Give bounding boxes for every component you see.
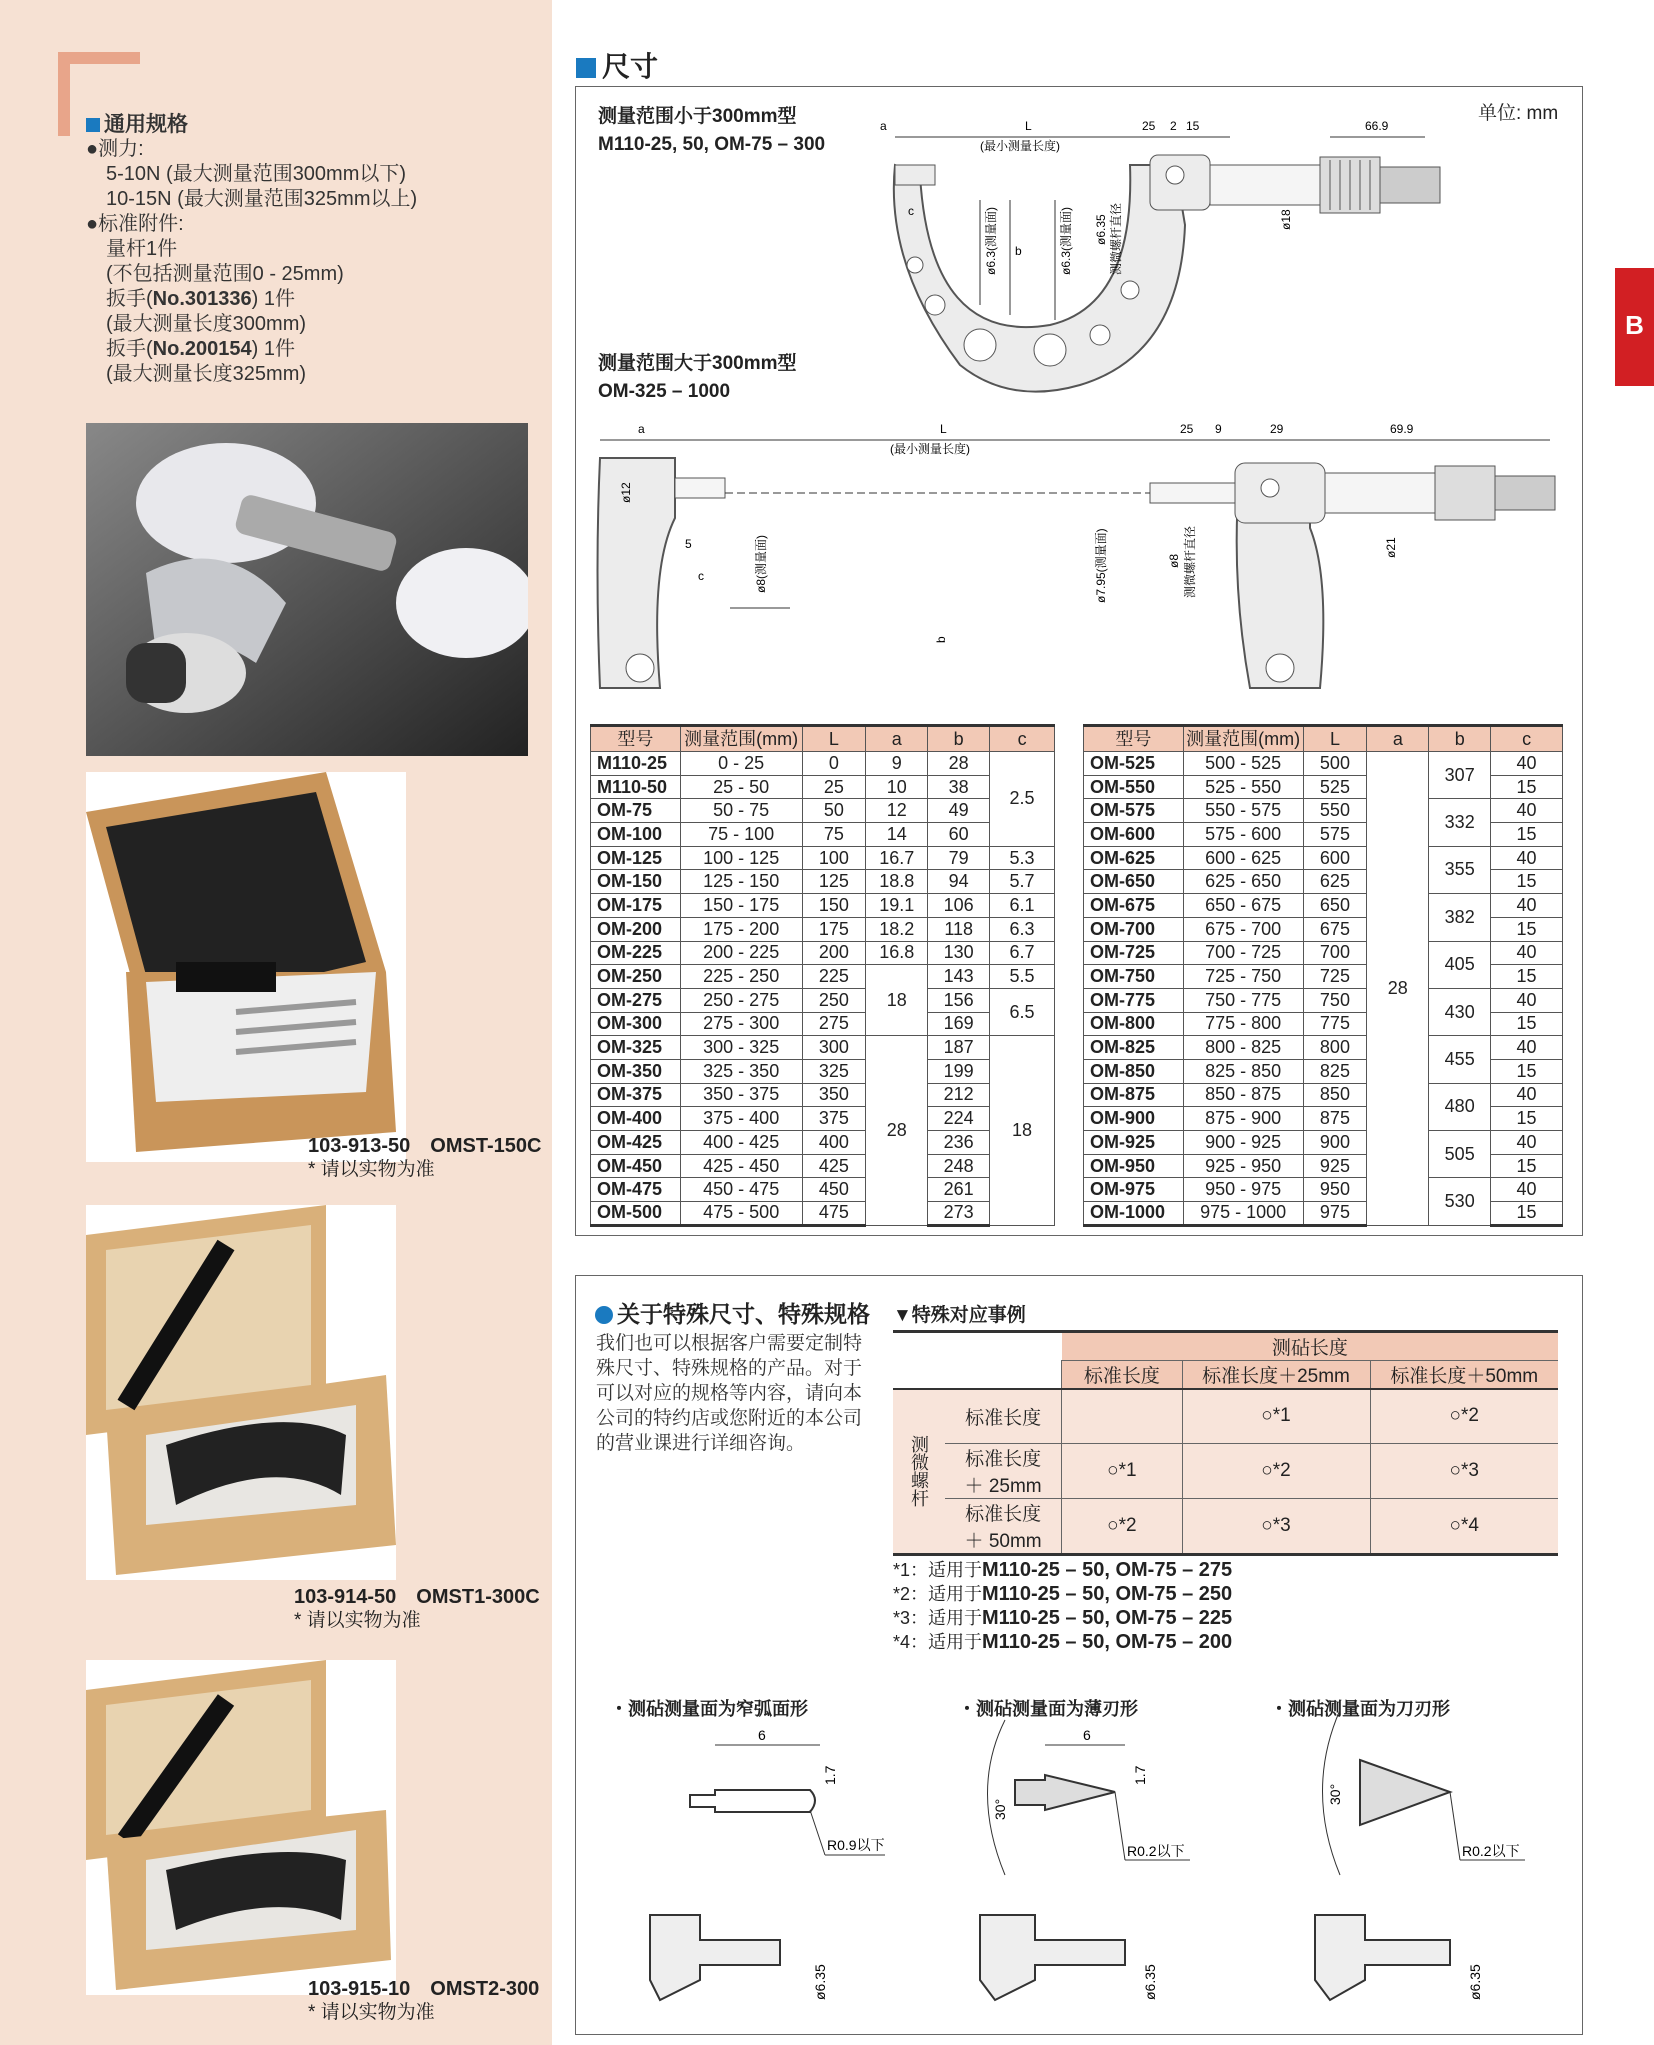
svg-text:ø6.35: ø6.35 <box>1467 1964 1483 2000</box>
table-row: OM-450 425 - 450 425 248 <box>591 1154 1055 1178</box>
dim-label: 15 <box>1186 119 1200 133</box>
svg-text:b: b <box>934 636 948 643</box>
sketch-arc-face <box>640 1690 890 2020</box>
svg-text:29: 29 <box>1270 422 1284 436</box>
table-row: OM-850 825 - 850 825 15 <box>1084 1059 1563 1083</box>
dimension-table-right: 型号 测量范围(mm) L a b c OM-525 500 - 525 500 28 307 40 OM-550 525 - 550 525 15 OM-575 550 - 575 550 332 40 OM-600 575 - 600 575 15 OM-625 600 - 625 600 355 40 OM-650 625 - 650 625 15 OM-675 650 - 675 650 382 40 OM-700 675 - 700 675 15 OM-725 700 - 725 700 405 40 OM-750 725 - 750 725 15 OM-775 750 - 775 750 430 40 OM-800 775 - 800 775 15 OM-825 800 - 825 800 455 40 OM-850 825 - 850 825 15 OM-875 850 - 875 850 480 40 OM-900 875 - 900 875 15 OM-925 900 - 925 900 505 40 OM-950 925 - 950 925 15 OM-975 950 - 975 950 530 40 OM-1000 975 - 1000 975 15 <box>1083 724 1563 1227</box>
table-row: OM-75 50 - 75 50 12 49 <box>591 799 1055 823</box>
table-row: OM-650 625 - 650 625 15 <box>1084 870 1563 894</box>
svg-text:ø8: ø8 <box>1167 553 1181 568</box>
table-row: OM-225 200 - 225 200 16.8 130 6.7 <box>591 941 1055 965</box>
force-2: 10-15N (最大测量范围325mm以上) <box>106 188 418 210</box>
acc-6: (最大测量长度325mm) <box>106 363 307 385</box>
svg-text:ø7.95(测量面): ø7.95(测量面) <box>1094 528 1108 603</box>
table-row: OM-600 575 - 600 575 15 <box>1084 823 1563 847</box>
dim-label: ø6.35 <box>1094 214 1108 245</box>
table-row: OM-900 875 - 900 875 15 <box>1084 1107 1563 1131</box>
svg-text:R0.2以下: R0.2以下 <box>1462 1843 1520 1859</box>
table-row: OM-175 150 - 175 150 19.1 106 6.1 <box>591 894 1055 918</box>
table-row: OM-750 725 - 750 725 15 <box>1084 965 1563 989</box>
square-icon <box>86 118 100 132</box>
table-row: OM-675 650 - 675 650 382 40 <box>1084 894 1563 918</box>
table-row: OM-350 325 - 350 325 199 <box>591 1059 1055 1083</box>
svg-text:ø6.35: ø6.35 <box>812 1964 828 2000</box>
table-row: OM-200 175 - 200 175 18.2 118 6.3 <box>591 917 1055 941</box>
dim-label: 2 <box>1170 119 1177 133</box>
svg-text:ø21: ø21 <box>1384 537 1398 558</box>
svg-text:c: c <box>698 569 704 583</box>
dim-label: ø6.3(测量面) <box>1059 206 1073 275</box>
svg-text:6: 6 <box>758 1727 766 1743</box>
section-title: 尺寸 <box>576 45 658 85</box>
svg-text:25: 25 <box>1180 422 1194 436</box>
svg-text:6: 6 <box>1083 1727 1091 1743</box>
dim-label: 25 <box>1142 119 1156 133</box>
acc-4: (最大测量长度300mm) <box>106 313 307 335</box>
small-type-label: 测量范围小于300mm型 M110-25, 50, OM-75 – 300 <box>598 106 826 155</box>
large-type-label: 测量范围大于300mm型 OM-325 – 1000 <box>598 353 797 402</box>
dimension-table-left: 型号 测量范围(mm) L a b c M110-25 0 - 25 0 9 28 2.5 M110-50 25 - 50 25 10 38 OM-75 50 - 75 50 12 49 OM-100 75 - 100 75 14 60 OM-125 100 - 125 100 16.7 79 5.3 OM-150 125 - 150 125 18.8 94 5.7 OM-175 150 - 175 150 19.1 106 6.1 OM-200 175 - 200 175 18.2 118 6.3 OM-225 200 - 225 200 16.8 130 6.7 OM-250 225 - 250 225 18 143 5.5 OM-275 250 - 275 250 156 6.5 OM-300 275 - 300 275 169 OM-325 300 - 325 300 28 187 18 OM-350 325 - 350 325 199 OM-375 350 - 375 350 212 OM-400 375 - 400 375 224 OM-425 400 - 425 400 236 OM-450 425 - 450 425 248 OM-475 450 - 475 450 261 OM-500 475 - 500 475 273 <box>590 724 1055 1227</box>
svg-text:69.9: 69.9 <box>1390 422 1414 436</box>
large-micrometer-drawing <box>590 418 1570 698</box>
dim-label: c <box>908 204 914 218</box>
svg-text:30°: 30° <box>992 1798 1008 1820</box>
small-micrometer-drawing <box>880 115 1570 415</box>
table-row: OM-975 950 - 975 950 530 40 <box>1084 1178 1563 1202</box>
svg-text:L: L <box>940 422 947 436</box>
table-row: OM-300 275 - 300 275 169 <box>591 1012 1055 1036</box>
svg-text:(最小测量长度): (最小测量长度) <box>890 442 970 456</box>
acc-label: ●标准附件: <box>86 213 184 235</box>
side-tab[interactable]: B <box>1615 268 1654 386</box>
table-row: OM-500 475 - 500 475 273 <box>591 1202 1055 1226</box>
case-photo-1 <box>86 772 406 1162</box>
sketch-title-2: ・测砧测量面为薄刃形 <box>958 1699 1138 1719</box>
table-row: OM-1000 975 - 1000 975 15 <box>1084 1202 1563 1226</box>
dim-label: 66.9 <box>1365 119 1389 133</box>
svg-text:9: 9 <box>1215 422 1222 436</box>
example-table: 测砧长度 标准长度 标准长度＋25mm 标准长度＋50mm 测微螺杆 标准长度 ○*1 ○*2 标准长度 ＋ 25mm ○*1 ○*2 ○*3 标准长度 ＋ 50mm ○*2 ○*3 ○*4 <box>893 1330 1558 1556</box>
svg-text:a: a <box>638 422 645 436</box>
svg-text:1.7: 1.7 <box>822 1765 838 1785</box>
table-row: OM-575 550 - 575 550 332 40 <box>1084 799 1563 823</box>
acc-1: 量杆1件 <box>106 238 178 260</box>
svg-text:测微螺杆直径: 测微螺杆直径 <box>1183 525 1197 598</box>
force-label: ●测力: <box>86 138 144 160</box>
table-row: OM-150 125 - 150 125 18.8 94 5.7 <box>591 870 1055 894</box>
acc-5: 扳手(No.200154) 1件 <box>106 338 295 360</box>
svg-text:R0.9以下: R0.9以下 <box>827 1837 885 1853</box>
table-row: OM-875 850 - 875 850 480 40 <box>1084 1083 1563 1107</box>
case-photo-2 <box>86 1205 396 1580</box>
svg-text:5: 5 <box>685 537 692 551</box>
table-row: M110-25 0 - 25 0 9 28 2.5 <box>591 752 1055 776</box>
table-row: OM-125 100 - 125 100 16.7 79 5.3 <box>591 846 1055 870</box>
svg-text:30°: 30° <box>1327 1783 1343 1805</box>
table-row: OM-250 225 - 250 225 18 143 5.5 <box>591 965 1055 989</box>
general-spec <box>86 112 417 387</box>
dim-label: a <box>880 119 887 133</box>
svg-text:ø12: ø12 <box>619 482 633 503</box>
table-row: OM-475 450 - 475 450 261 <box>591 1178 1055 1202</box>
table-row: OM-725 700 - 725 700 405 40 <box>1084 941 1563 965</box>
special-title: 关于特殊尺寸、特殊规格 <box>595 1296 870 1329</box>
sketch-title-3: ・测砧测量面为刀刃形 <box>1270 1699 1450 1719</box>
acc-3: 扳手(No.301336) 1件 <box>106 288 295 310</box>
table-row: OM-700 675 - 700 675 15 <box>1084 917 1563 941</box>
table-row: OM-325 300 - 325 300 28 187 18 <box>591 1036 1055 1060</box>
svg-text:1.7: 1.7 <box>1132 1765 1148 1785</box>
table-row: OM-275 250 - 275 250 156 6.5 <box>591 988 1055 1012</box>
spindle-label: 测微螺杆 <box>893 1389 945 1554</box>
acc-2: (不包括测量范围0 - 25mm) <box>106 263 344 285</box>
svg-text:R0.2以下: R0.2以下 <box>1127 1843 1185 1859</box>
force-1: 5-10N (最大测量范围300mm以下) <box>106 163 407 185</box>
product-caption-1: 103-913-50 OMST-150C * 请以实物为准 <box>308 1135 542 1180</box>
table-row: OM-925 900 - 925 900 505 40 <box>1084 1131 1563 1155</box>
table-row: M110-50 25 - 50 25 10 38 <box>591 775 1055 799</box>
dim-label: ø6.3(测量面) <box>984 206 998 275</box>
product-caption-3: 103-915-10 OMST2-300 * 请以实物为准 <box>308 1978 540 2023</box>
example-title: ▼特殊对应事例 <box>893 1305 1026 1326</box>
table-row: OM-800 775 - 800 775 15 <box>1084 1012 1563 1036</box>
table-row: OM-525 500 - 525 500 28 307 40 <box>1084 752 1563 776</box>
dim-label: L <box>1025 119 1032 133</box>
sketch-knife-edge <box>1310 1690 1560 2020</box>
table-row: OM-400 375 - 400 375 224 <box>591 1107 1055 1131</box>
spec-title: 通用规格 <box>104 113 188 136</box>
unit-label: 单位: mm <box>1478 103 1559 124</box>
case-photo-3 <box>86 1660 396 1995</box>
bullet-icon <box>595 1306 613 1324</box>
dim-label: (最小测量长度) <box>980 139 1060 153</box>
table-row: OM-425 400 - 425 400 236 <box>591 1131 1055 1155</box>
table-row: OM-625 600 - 625 600 355 40 <box>1084 846 1563 870</box>
table-row: OM-100 75 - 100 75 14 60 <box>591 823 1055 847</box>
svg-text:ø8(测量面): ø8(测量面) <box>754 535 768 593</box>
dim-label: b <box>1015 244 1022 258</box>
table-row: OM-775 750 - 775 750 430 40 <box>1084 988 1563 1012</box>
table-row: OM-375 350 - 375 350 212 <box>591 1083 1055 1107</box>
dim-label: 测微螺杆直径 <box>1109 202 1123 275</box>
sketch-title-1: ・测砧测量面为窄弧面形 <box>610 1699 808 1719</box>
table-row: OM-550 525 - 550 525 15 <box>1084 775 1563 799</box>
svg-text:ø6.35: ø6.35 <box>1142 1964 1158 2000</box>
table-row: OM-950 925 - 950 925 15 <box>1084 1154 1563 1178</box>
footnotes: *1：适用于M110-25 – 50, OM-75 – 275 *2：适用于M110-25 – 50, OM-75 – 250 *3：适用于M110-25 – 50, OM-75 – 225 *4：适用于M110-25 – 50, OM-75 – 200 <box>893 1559 1233 1653</box>
micrometer-photo <box>86 423 528 756</box>
table-row: OM-825 800 - 825 800 455 40 <box>1084 1036 1563 1060</box>
dim-label: ø18 <box>1279 209 1293 230</box>
square-icon <box>576 58 596 78</box>
special-text: 我们也可以根据客户需要定制特殊尺寸、特殊规格的产品。对于可以对应的规格等内容，请向本公司的特约店或您附近的本公司的营业课进行详细咨询。 <box>596 1333 863 1454</box>
product-caption-2: 103-914-50 OMST1-300C * 请以实物为准 <box>294 1586 540 1631</box>
sketch-thin-blade <box>975 1690 1225 2020</box>
